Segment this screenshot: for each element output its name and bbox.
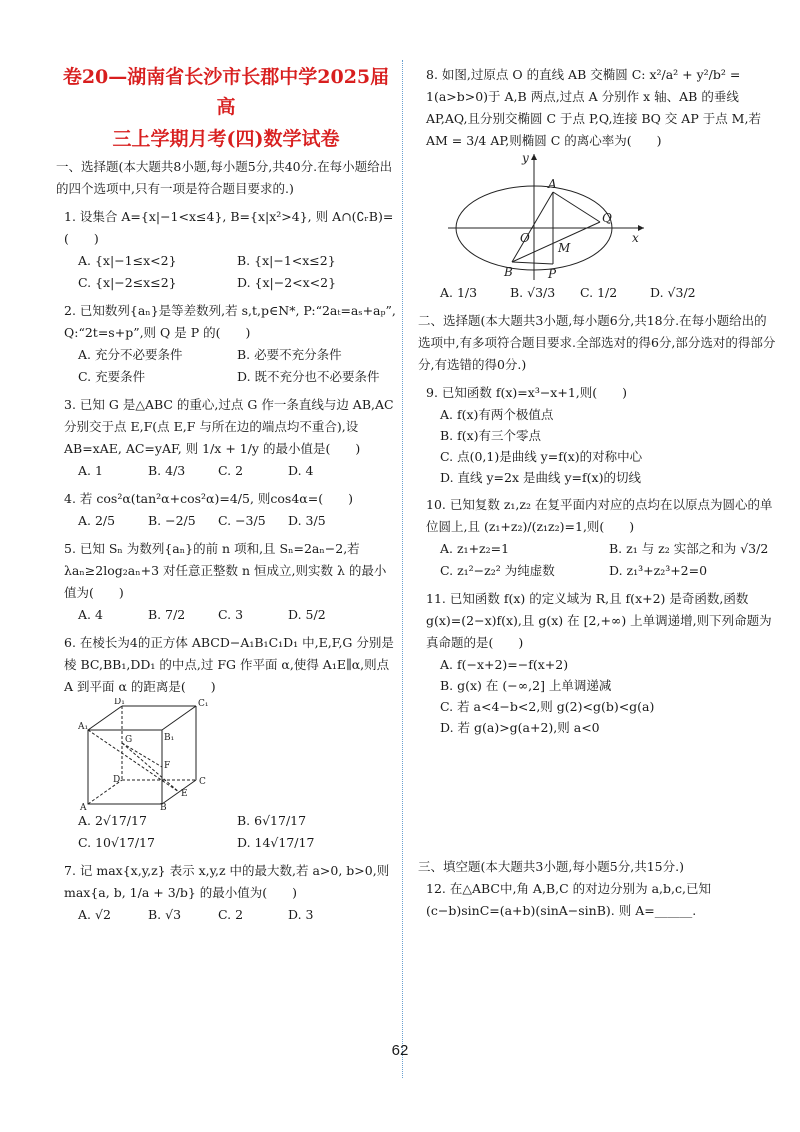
q4-option-a: A. 2/5: [78, 513, 116, 528]
question-11: [418, 588, 778, 738]
label-d1: D₁: [114, 698, 125, 707]
q5-stem: 5. 已知 Sₙ 为数列{aₙ}的前 n 项和,且 Sₙ=2aₙ−2,若 λaₙ≥2log₂aₙ+3 对任意正整数 n 恒成立,则实数 λ 的最小值为( ): [64, 541, 387, 600]
question-10: [418, 494, 778, 582]
q4-option-c: C. −3/5: [218, 513, 266, 528]
q2-stem: 2. 已知数列{aₙ}是等差数列,若 s,t,p∈N*, P:“2aₜ=aₛ+aₚ”, Q:“2t=s+p”,则 Q 是 P 的( ): [64, 303, 396, 340]
q3-option-a: A. 1: [78, 463, 103, 478]
y-axis-arrow-icon: [531, 154, 537, 160]
q4-option-d: D. 3/5: [288, 513, 326, 528]
q12-stem: 12. 在△ABC中,角 A,B,C 的对边分别为 a,b,c,已知 (c−b)sinC=(a+b)(sinA−sinB). 则 A=______.: [426, 881, 711, 918]
q7-option-b: B. √3: [148, 907, 182, 922]
label-c1: C₁: [198, 699, 209, 709]
label-a1: A₁: [78, 722, 89, 732]
label-point-a: A: [548, 177, 557, 191]
q2-option-d: D. 既不充分也不必要条件: [237, 369, 380, 384]
label-c: C: [199, 777, 206, 787]
label-b: B: [160, 803, 167, 810]
q8-stem: 8. 如图,过原点 O 的直线 AB 交椭圆 C: x²/a² + y²/b² = 1(a>b>0)于 A,B 两点,过点 A 分别作 x 轴、AB 的垂线 AP,AQ,且分别交椭圆 C 于点 P,Q,连接 BQ 交 AP 于点 M,若 AM = 3/4 AP,则椭圆 C 的离心率为( ): [426, 67, 761, 148]
section2-heading: 二、选择题(本大题共3小题,每小题6分,共18分.在每小题给出的选项中,有多项符合题目要求.全部选对的得6分,部分选对的得部分分,有选错的得0分.): [418, 313, 776, 372]
label-point-p: P: [548, 267, 557, 281]
q2-option-b: B. 必要不充分条件: [237, 347, 342, 362]
label-f: F: [164, 761, 171, 771]
column-divider: [402, 60, 403, 1078]
page-number: 62: [391, 1042, 409, 1059]
label-axis-y: y: [522, 152, 529, 165]
cube-edge-b1c1: [162, 706, 196, 730]
label-a: A: [80, 803, 87, 810]
q9-option-d: D. 直线 y=2x 是曲线 y=f(x)的切线: [440, 470, 641, 485]
q1-option-d: D. {x|−2<x<2}: [237, 275, 337, 290]
q8-option-d: D. √3/2: [650, 285, 696, 300]
q3-stem: 3. 已知 G 是△ABC 的重心,过点 G 作一条直线与边 AB,AC 分别交于点 E,F(点 E,F 与所在边的端点均不重合),设 AB=xAE, AC=yAF, 则 1/x + 1/y 的最小值是( ): [64, 397, 394, 456]
q5-option-c: C. 3: [218, 607, 244, 622]
q8-option-c: C. 1/2: [580, 285, 618, 300]
q11-option-a: A. f(−x+2)=−f(x+2): [440, 657, 569, 672]
q2-option-a: A. 充分不必要条件: [78, 347, 183, 362]
q7-option-a: A. √2: [78, 907, 111, 922]
label-b1: B₁: [164, 733, 175, 743]
q10-option-a: A. z₁+z₂=1: [440, 541, 510, 556]
q1-stem: 1. 设集合 A={x|−1<x≤4}, B={x|x²>4}, 则 A∩(∁ᵣB)=( ): [64, 209, 394, 246]
label-e: E: [181, 789, 188, 799]
q7-option-d: D. 3: [288, 907, 314, 922]
q10-option-c: C. z₁²−z₂² 为纯虚数: [440, 563, 555, 578]
q6-option-b: B. 6√17/17: [237, 813, 307, 828]
right-column: [418, 62, 778, 922]
question-8: [418, 64, 778, 304]
q1-option-a: A. {x|−1≤x<2}: [78, 253, 177, 268]
q3-option-d: D. 4: [288, 463, 314, 478]
q4-option-b: B. −2/5: [148, 513, 196, 528]
q11-option-c: C. 若 a<4−b<2,则 g(2)<g(b)<g(a): [440, 699, 655, 714]
question-4: [56, 488, 396, 532]
q3-option-c: C. 2: [218, 463, 244, 478]
exam-title-line1: 卷20—湖南省长沙市长郡中学2025届高: [62, 66, 390, 118]
q1-option-c: C. {x|−2≤x≤2}: [78, 275, 177, 290]
q9-option-c: C. 点(0,1)是曲线 y=f(x)的对称中心: [440, 449, 643, 464]
q8-option-b: B. √3/3: [510, 285, 556, 300]
q8-option-a: A. 1/3: [440, 285, 478, 300]
q6-option-d: D. 14√17/17: [237, 835, 315, 850]
section3-heading: 三、填空题(本大题共3小题,每小题5分,共15分.): [418, 859, 684, 874]
q9-option-a: A. f(x)有两个极值点: [440, 407, 554, 422]
q11-option-d: D. 若 g(a)>g(a+2),则 a<0: [440, 720, 600, 735]
q1-option-b: B. {x|−1<x≤2}: [237, 253, 336, 268]
q3-option-b: B. 4/3: [148, 463, 186, 478]
q5-option-b: B. 7/2: [148, 607, 186, 622]
line-aq: [553, 192, 600, 222]
q2-option-c: C. 充要条件: [78, 369, 146, 384]
label-point-m: M: [558, 241, 571, 255]
q10-stem: 10. 已知复数 z₁,z₂ 在复平面内对应的点均在以原点为圆心的单位圆上,且 (z₁+z₂)/(z₁z₂)=1,则( ): [426, 497, 773, 534]
label-g: G: [125, 735, 133, 745]
question-12: [418, 878, 778, 922]
label-point-q: Q: [602, 211, 612, 225]
question-2: [56, 300, 396, 388]
q4-stem: 4. 若 cos²α(tan²α+cos²α)=4/5, 则cos4α=( ): [64, 491, 353, 506]
cube-edge-a1d1: [88, 706, 122, 730]
q10-option-b: B. z₁ 与 z₂ 实部之和为 √3/2: [609, 541, 769, 556]
q11-option-b: B. g(x) 在 (−∞,2] 上单调递减: [440, 678, 612, 693]
q6-stem: 6. 在棱长为4的正方体 ABCD−A₁B₁C₁D₁ 中,E,F,G 分别是棱 BC,BB₁,DD₁ 的中点,过 FG 作平面 α,使得 A₁E∥α,则点 A 到平面 α 的距离是( ): [64, 635, 394, 694]
label-point-b: B: [504, 265, 513, 279]
exam-title-line2: 三上学期月考(四)数学试卷: [112, 128, 340, 150]
line-gf: [122, 743, 162, 767]
q7-option-c: C. 2: [218, 907, 244, 922]
q9-option-b: B. f(x)有三个零点: [440, 428, 542, 443]
q5-option-a: A. 4: [78, 607, 103, 622]
q7-stem: 7. 记 max{x,y,z} 表示 x,y,z 中的最大数,若 a>0, b>0,则 max{a, b, 1/a + 3/b} 的最小值为( ): [64, 863, 390, 900]
question-6: [56, 632, 396, 854]
question-1: [56, 206, 396, 294]
question-7: [56, 860, 396, 926]
x-axis-arrow-icon: [638, 225, 644, 231]
label-d: D: [113, 775, 121, 785]
label-point-o: O: [520, 231, 530, 245]
q11-stem: 11. 已知函数 f(x) 的定义域为 R,且 f(x+2) 是奇函数,函数 g(x)=(2−x)f(x),且 g(x) 在 [2,+∞) 上单调递增,则下列命题为真命题的是( ): [426, 591, 772, 650]
question-3: [56, 394, 396, 482]
left-column: [56, 62, 396, 926]
question-5: [56, 538, 396, 626]
line-ge: [122, 743, 179, 792]
label-axis-x: x: [632, 231, 639, 245]
question-9: [418, 382, 778, 488]
line-ab: [512, 192, 553, 262]
q6-option-a: A. 2√17/17: [78, 813, 147, 828]
q6-option-c: C. 10√17/17: [78, 835, 155, 850]
q9-stem: 9. 已知函数 f(x)=x³−x+1,则( ): [426, 385, 628, 400]
ellipse-figure: [448, 152, 648, 282]
line-bp: [512, 262, 553, 264]
q10-option-d: D. z₁³+z₂³+2=0: [609, 563, 708, 578]
q5-option-d: D. 5/2: [288, 607, 326, 622]
section1-heading: 一、选择题(本大题共8小题,每小题5分,共40分.在每小题给出的四个选项中,只有一项是符合题目要求的.): [56, 159, 393, 196]
cube-figure: [78, 698, 218, 810]
